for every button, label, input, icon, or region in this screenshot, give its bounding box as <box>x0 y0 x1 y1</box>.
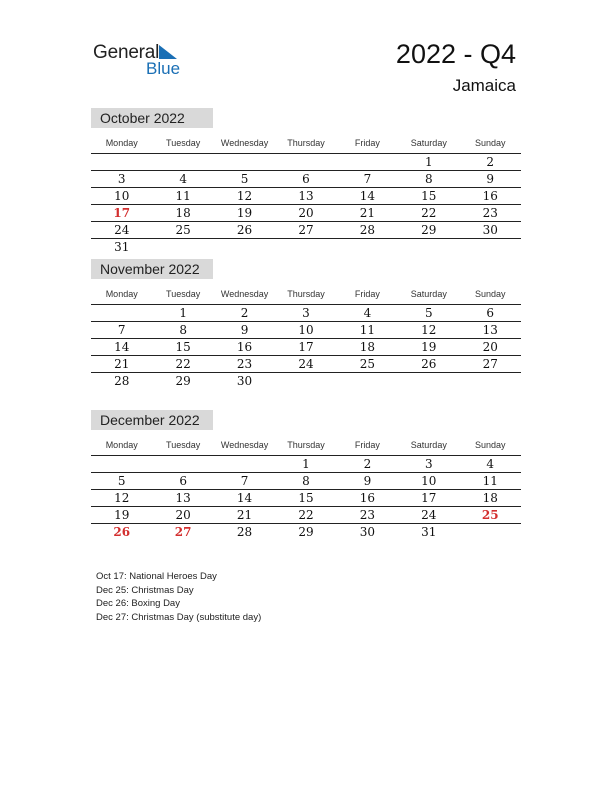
month-label: November 2022 <box>91 259 213 279</box>
day-cell: 30 <box>482 223 498 237</box>
day-cell: 8 <box>179 323 187 337</box>
day-cell: 21 <box>359 206 376 220</box>
holiday-note: Dec 26: Boxing Day <box>96 598 180 609</box>
period-title: 2022 - Q4 <box>395 39 516 69</box>
day-cell: 20 <box>298 206 314 220</box>
empty-day-cell <box>275 239 336 255</box>
week-row <box>91 524 521 540</box>
day-cell: 9 <box>363 474 372 488</box>
day-cell: 25 <box>359 357 376 371</box>
weekday-label: Monday <box>105 289 138 299</box>
day-cell: 19 <box>421 340 437 354</box>
empty-day-cell <box>152 154 213 170</box>
day-cell: 21 <box>236 508 253 522</box>
weekday-label: Thursday <box>287 138 325 148</box>
day-cell: 12 <box>114 491 130 505</box>
day-cell: 31 <box>114 240 130 254</box>
week-rows <box>91 154 521 255</box>
weekday-label: Tuesday <box>166 138 201 148</box>
weekday-label: Thursday <box>287 289 325 299</box>
week-row <box>91 205 521 222</box>
weekday-label: Friday <box>354 138 380 148</box>
day-cell: 25 <box>175 223 191 237</box>
day-cell: 26 <box>421 357 437 371</box>
day-cell: 19 <box>114 508 130 522</box>
week-row <box>91 188 521 205</box>
week-row <box>91 154 521 171</box>
day-cell: 8 <box>425 172 433 186</box>
empty-day-cell <box>337 154 398 170</box>
day-cell: 15 <box>421 189 437 203</box>
empty-day-cell <box>460 524 521 540</box>
day-cell: 23 <box>359 508 376 522</box>
day-cell: 23 <box>482 206 498 220</box>
day-cell: 13 <box>298 189 314 203</box>
day-cell: 22 <box>175 357 191 371</box>
day-cell: 3 <box>117 172 126 186</box>
weekday-header <box>91 435 521 456</box>
empty-day-cell <box>214 239 275 255</box>
weekday-label: Monday <box>105 440 138 450</box>
day-cell: 2 <box>240 306 249 320</box>
weekday-label: Friday <box>354 289 380 299</box>
day-cell: 29 <box>421 223 437 237</box>
day-cell: 10 <box>298 323 314 337</box>
day-cell: 27 <box>482 357 498 371</box>
week-row <box>91 339 521 356</box>
weekday-header <box>91 133 521 154</box>
day-cell: 17 <box>421 491 437 505</box>
day-cell: 12 <box>236 189 253 203</box>
week-row <box>91 373 521 389</box>
empty-day-cell <box>152 239 213 255</box>
holiday-note: Dec 27: Christmas Day (substitute day) <box>96 611 262 623</box>
empty-day-cell <box>460 373 521 389</box>
day-cell: 21 <box>114 357 130 371</box>
day-cell: 23 <box>236 357 253 371</box>
day-cell: 14 <box>114 340 130 354</box>
week-row <box>91 507 521 524</box>
month-october <box>91 108 521 255</box>
day-cell: 6 <box>486 306 495 320</box>
day-cell: 24 <box>298 357 314 371</box>
day-cell: 27 <box>298 223 314 237</box>
empty-day-cell <box>275 373 336 389</box>
day-cell: 11 <box>482 474 498 488</box>
day-cell: 5 <box>425 306 433 320</box>
day-cell: 10 <box>114 189 130 203</box>
day-cell: 27 <box>174 525 192 539</box>
day-cell: 18 <box>359 340 376 354</box>
empty-day-cell <box>91 456 152 472</box>
week-rows <box>91 305 521 389</box>
day-cell: 4 <box>486 457 495 471</box>
day-cell: 26 <box>113 525 131 539</box>
weekday-label: Wednesday <box>220 289 269 299</box>
day-cell: 13 <box>482 323 498 337</box>
empty-day-cell <box>91 305 152 321</box>
day-cell: 3 <box>302 306 310 320</box>
day-cell: 7 <box>240 474 249 488</box>
empty-day-cell <box>337 239 398 255</box>
country-name: Jamaica <box>452 76 516 95</box>
empty-day-cell <box>398 239 459 255</box>
day-cell: 14 <box>359 189 376 203</box>
day-cell: 8 <box>302 474 310 488</box>
day-cell: 4 <box>363 306 372 320</box>
day-cell: 11 <box>175 189 191 203</box>
day-cell: 5 <box>240 172 249 186</box>
day-cell: 16 <box>482 189 498 203</box>
logo-text-general: General <box>93 42 160 63</box>
day-cell: 31 <box>421 525 437 539</box>
day-cell: 17 <box>113 206 131 220</box>
day-cell: 6 <box>302 172 310 186</box>
day-cell: 3 <box>425 457 433 471</box>
day-cell: 9 <box>240 323 249 337</box>
weekday-label: Wednesday <box>220 440 269 450</box>
day-cell: 28 <box>114 374 130 388</box>
day-cell: 25 <box>481 508 499 522</box>
week-row <box>91 456 521 473</box>
day-cell: 15 <box>298 491 314 505</box>
day-cell: 2 <box>486 155 495 169</box>
brand-logo <box>93 42 193 78</box>
day-cell: 26 <box>236 223 253 237</box>
empty-day-cell <box>91 154 152 170</box>
day-cell: 29 <box>298 525 314 539</box>
week-row <box>91 171 521 188</box>
week-row <box>91 356 521 373</box>
day-cell: 18 <box>482 491 498 505</box>
empty-day-cell <box>152 456 213 472</box>
weekday-label: Friday <box>354 440 380 450</box>
day-cell: 5 <box>117 474 126 488</box>
week-row <box>91 239 521 255</box>
week-row <box>91 222 521 239</box>
month-november <box>91 259 521 389</box>
day-cell: 30 <box>236 374 253 388</box>
day-cell: 19 <box>236 206 253 220</box>
weekday-label: Thursday <box>287 440 325 450</box>
day-cell: 7 <box>117 323 126 337</box>
holiday-note: Oct 17: National Heroes Day <box>96 571 217 582</box>
day-cell: 30 <box>359 525 376 539</box>
weekday-label: Tuesday <box>166 289 201 299</box>
day-cell: 17 <box>298 340 314 354</box>
empty-day-cell <box>214 456 275 472</box>
week-row <box>91 322 521 339</box>
logo-triangle-icon <box>159 45 177 59</box>
empty-day-cell <box>398 373 459 389</box>
weekday-label: Saturday <box>410 289 447 299</box>
weekday-label: Sunday <box>474 289 506 299</box>
weekday-header <box>91 284 521 305</box>
day-cell: 11 <box>359 323 376 337</box>
day-cell: 13 <box>175 491 191 505</box>
week-row <box>91 473 521 490</box>
day-cell: 9 <box>486 172 495 186</box>
empty-day-cell <box>460 239 521 255</box>
weekday-label: Monday <box>105 138 138 148</box>
day-cell: 16 <box>236 340 253 354</box>
day-cell: 7 <box>363 172 372 186</box>
day-cell: 4 <box>179 172 187 186</box>
holiday-notes <box>96 570 261 624</box>
day-cell: 10 <box>421 474 437 488</box>
day-cell: 24 <box>421 508 437 522</box>
month-label: December 2022 <box>91 410 213 430</box>
day-cell: 16 <box>359 491 376 505</box>
day-cell: 14 <box>236 491 253 505</box>
day-cell: 28 <box>359 223 376 237</box>
day-cell: 22 <box>298 508 314 522</box>
day-cell: 22 <box>421 206 437 220</box>
day-cell: 29 <box>175 374 191 388</box>
day-cell: 20 <box>175 508 191 522</box>
day-cell: 18 <box>175 206 191 220</box>
logo-text-blue: Blue <box>146 59 181 78</box>
weekday-label: Wednesday <box>220 138 269 148</box>
empty-day-cell <box>337 373 398 389</box>
holiday-note: Dec 25: Christmas Day <box>96 584 194 596</box>
day-cell: 28 <box>236 525 253 539</box>
day-cell: 12 <box>421 323 437 337</box>
weekday-label: Saturday <box>410 138 447 148</box>
empty-day-cell <box>214 154 275 170</box>
day-cell: 1 <box>425 155 433 169</box>
month-label: October 2022 <box>91 108 213 128</box>
month-december <box>91 410 521 540</box>
weekday-label: Saturday <box>410 440 447 450</box>
day-cell: 6 <box>179 474 187 488</box>
day-cell: 1 <box>302 457 310 471</box>
weekday-label: Sunday <box>474 138 506 148</box>
day-cell: 1 <box>179 306 187 320</box>
week-row <box>91 490 521 507</box>
day-cell: 20 <box>482 340 498 354</box>
empty-day-cell <box>275 154 336 170</box>
weekday-label: Sunday <box>474 440 506 450</box>
day-cell: 15 <box>175 340 191 354</box>
week-rows <box>91 456 521 540</box>
week-row <box>91 305 521 322</box>
weekday-label: Tuesday <box>166 440 201 450</box>
day-cell: 2 <box>363 457 372 471</box>
day-cell: 24 <box>114 223 130 237</box>
